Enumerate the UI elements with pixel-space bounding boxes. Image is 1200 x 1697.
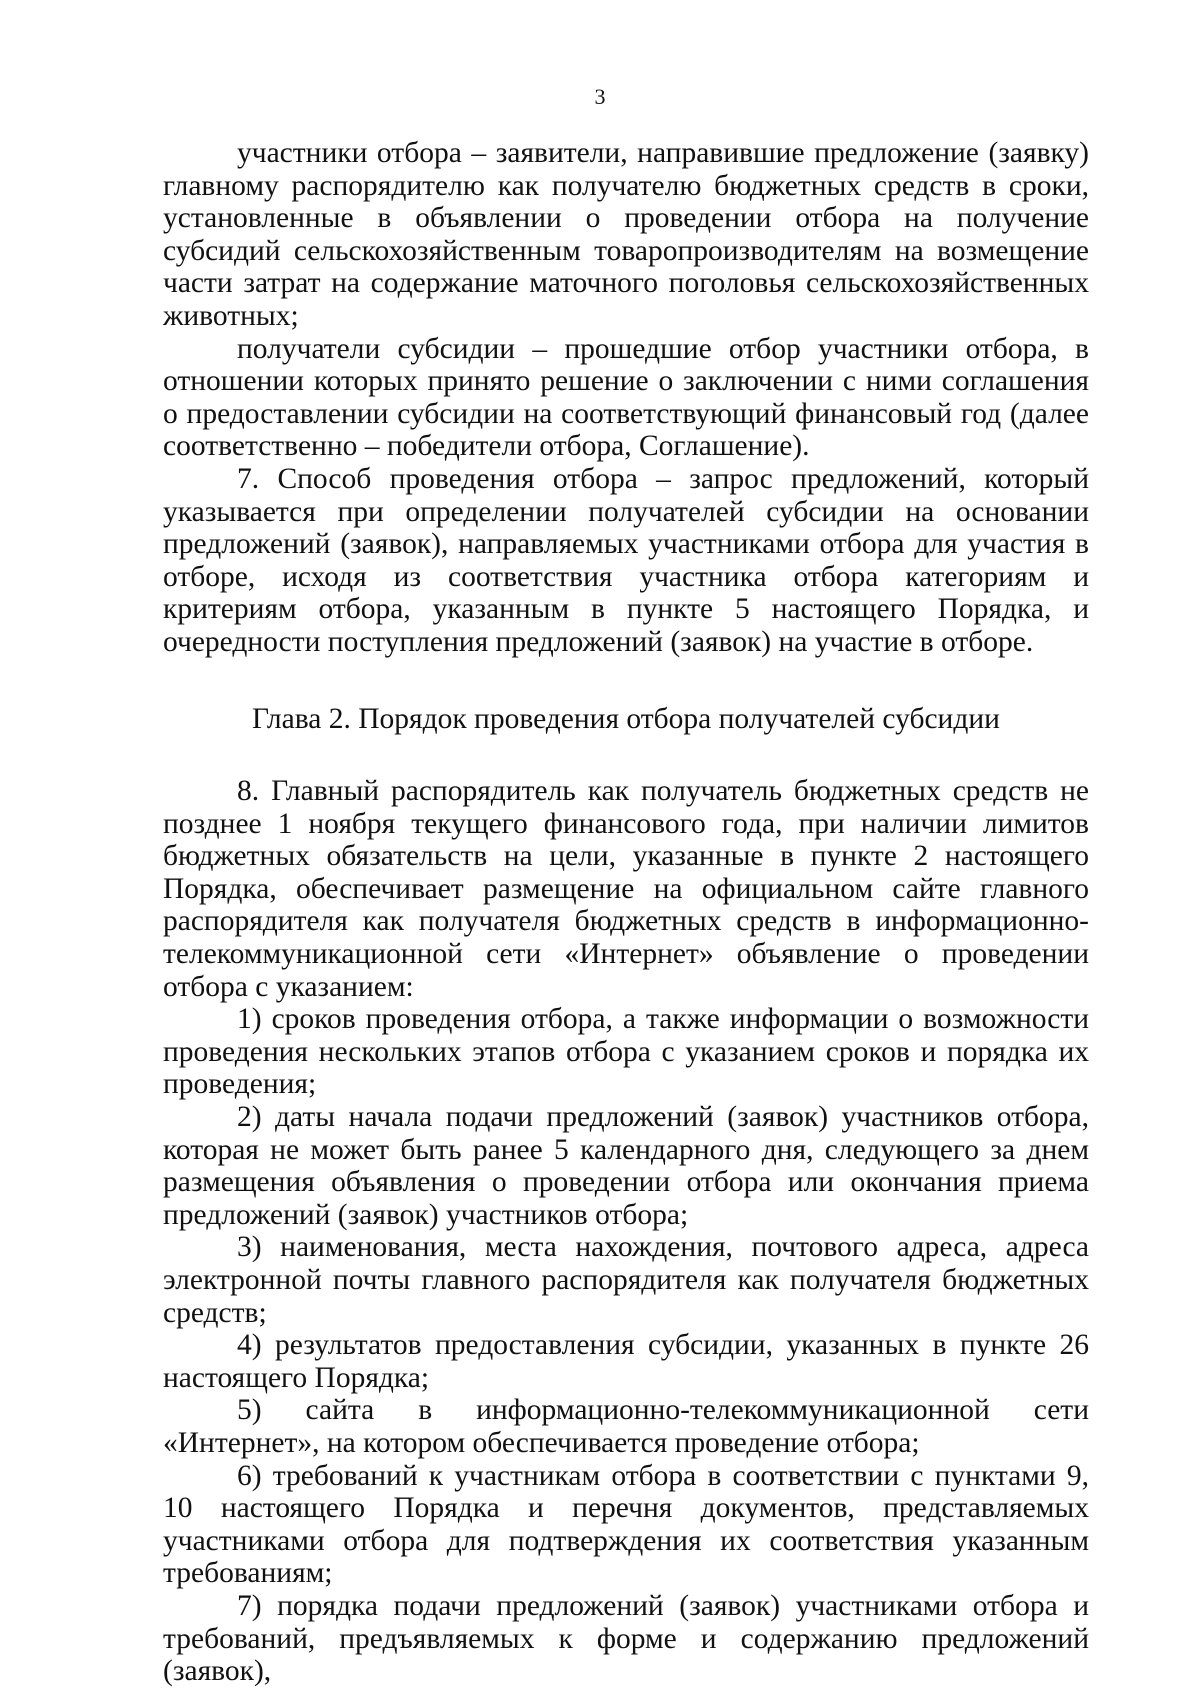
list-item-4: 4) результатов предоставления субсидии, указанных в пункте 26 настоящего Порядка; [163, 1329, 1089, 1394]
document-body [163, 137, 1089, 1688]
list-item-2: 2) даты начала подачи предложений (заявок) участников отбора, которая не может быть ранее 5 календарного дня, следующего за днем размещения объявления о проведении отбора или окончания приема предложений (заявок) участников отбора; [163, 1101, 1089, 1231]
paragraph-item-8: 8. Главный распорядитель как получатель бюджетных средств не позднее 1 ноября текущего финансового года, при наличии лимитов бюджетных обязательств на цели, указанные в пункте 2 настоящего Порядка, обеспечивает размещение на официальном сайте главного распорядителя как получателя бюджетных средств в информационно-телекоммуникационной сети «Интернет» объявление о проведении отбора с указанием: [163, 775, 1089, 1003]
list-item-6: 6) требований к участникам отбора в соответствии с пунктами 9, 10 настоящего Порядка и перечня документов, представляемых участниками отбора для подтверждения их соответствия указанным требованиям; [163, 1459, 1089, 1590]
paragraph-recipients-definition: получатели субсидии – прошедшие отбор участники отбора, в отношении которых принято решение о заключении с ними соглашения о предоставлении субсидии на соответствующий финансовый год (далее соответственно – победители отбора, Соглашение). [163, 332, 1089, 463]
paragraph-participants-definition: участники отбора – заявители, направившие предложение (заявку) главному распорядителю как получателю бюджетных средств в сроки, установленные в объявлении о проведении отбора на получение субсидий сельскохозяйственным товаропроизводителям на возмещение части затрат на содержание маточного поголовья сельскохозяйственных животных; [163, 137, 1089, 332]
list-item-3: 3) наименования, места нахождения, почтового адреса, адреса электронной почты главного распорядителя как получателя бюджетных средств; [163, 1231, 1089, 1329]
page-number: 3 [594, 84, 606, 109]
section-definitions [163, 137, 1089, 659]
chapter-heading: Глава 2. Порядок проведения отбора получателей субсидии [252, 702, 1000, 735]
paragraph-item-7: 7. Способ проведения отбора – запрос предложений, который указывается при определении получателей субсидии на основании предложений (заявок), направляемых участниками отбора для участия в отборе, исходя из соответствия участника отбора категориям и критериям отбора, указанным в пункте 5 настоящего Порядка, и очередности поступления предложений (заявок) на участие в отборе. [163, 462, 1089, 658]
section-chapter-2 [163, 775, 1089, 1688]
list-item-5: 5) сайта в информационно-телекоммуникационной сети «Интернет», на котором обеспечивается проведение отбора; [163, 1394, 1089, 1459]
list-item-7: 7) порядка подачи предложений (заявок) участниками отбора и требований, предъявляемых к форме и содержанию предложений (заявок), [163, 1589, 1089, 1688]
list-item-1: 1) сроков проведения отбора, а также информации о возможности проведения нескольких этапов отбора с указанием сроков и порядка их проведения; [163, 1003, 1089, 1101]
